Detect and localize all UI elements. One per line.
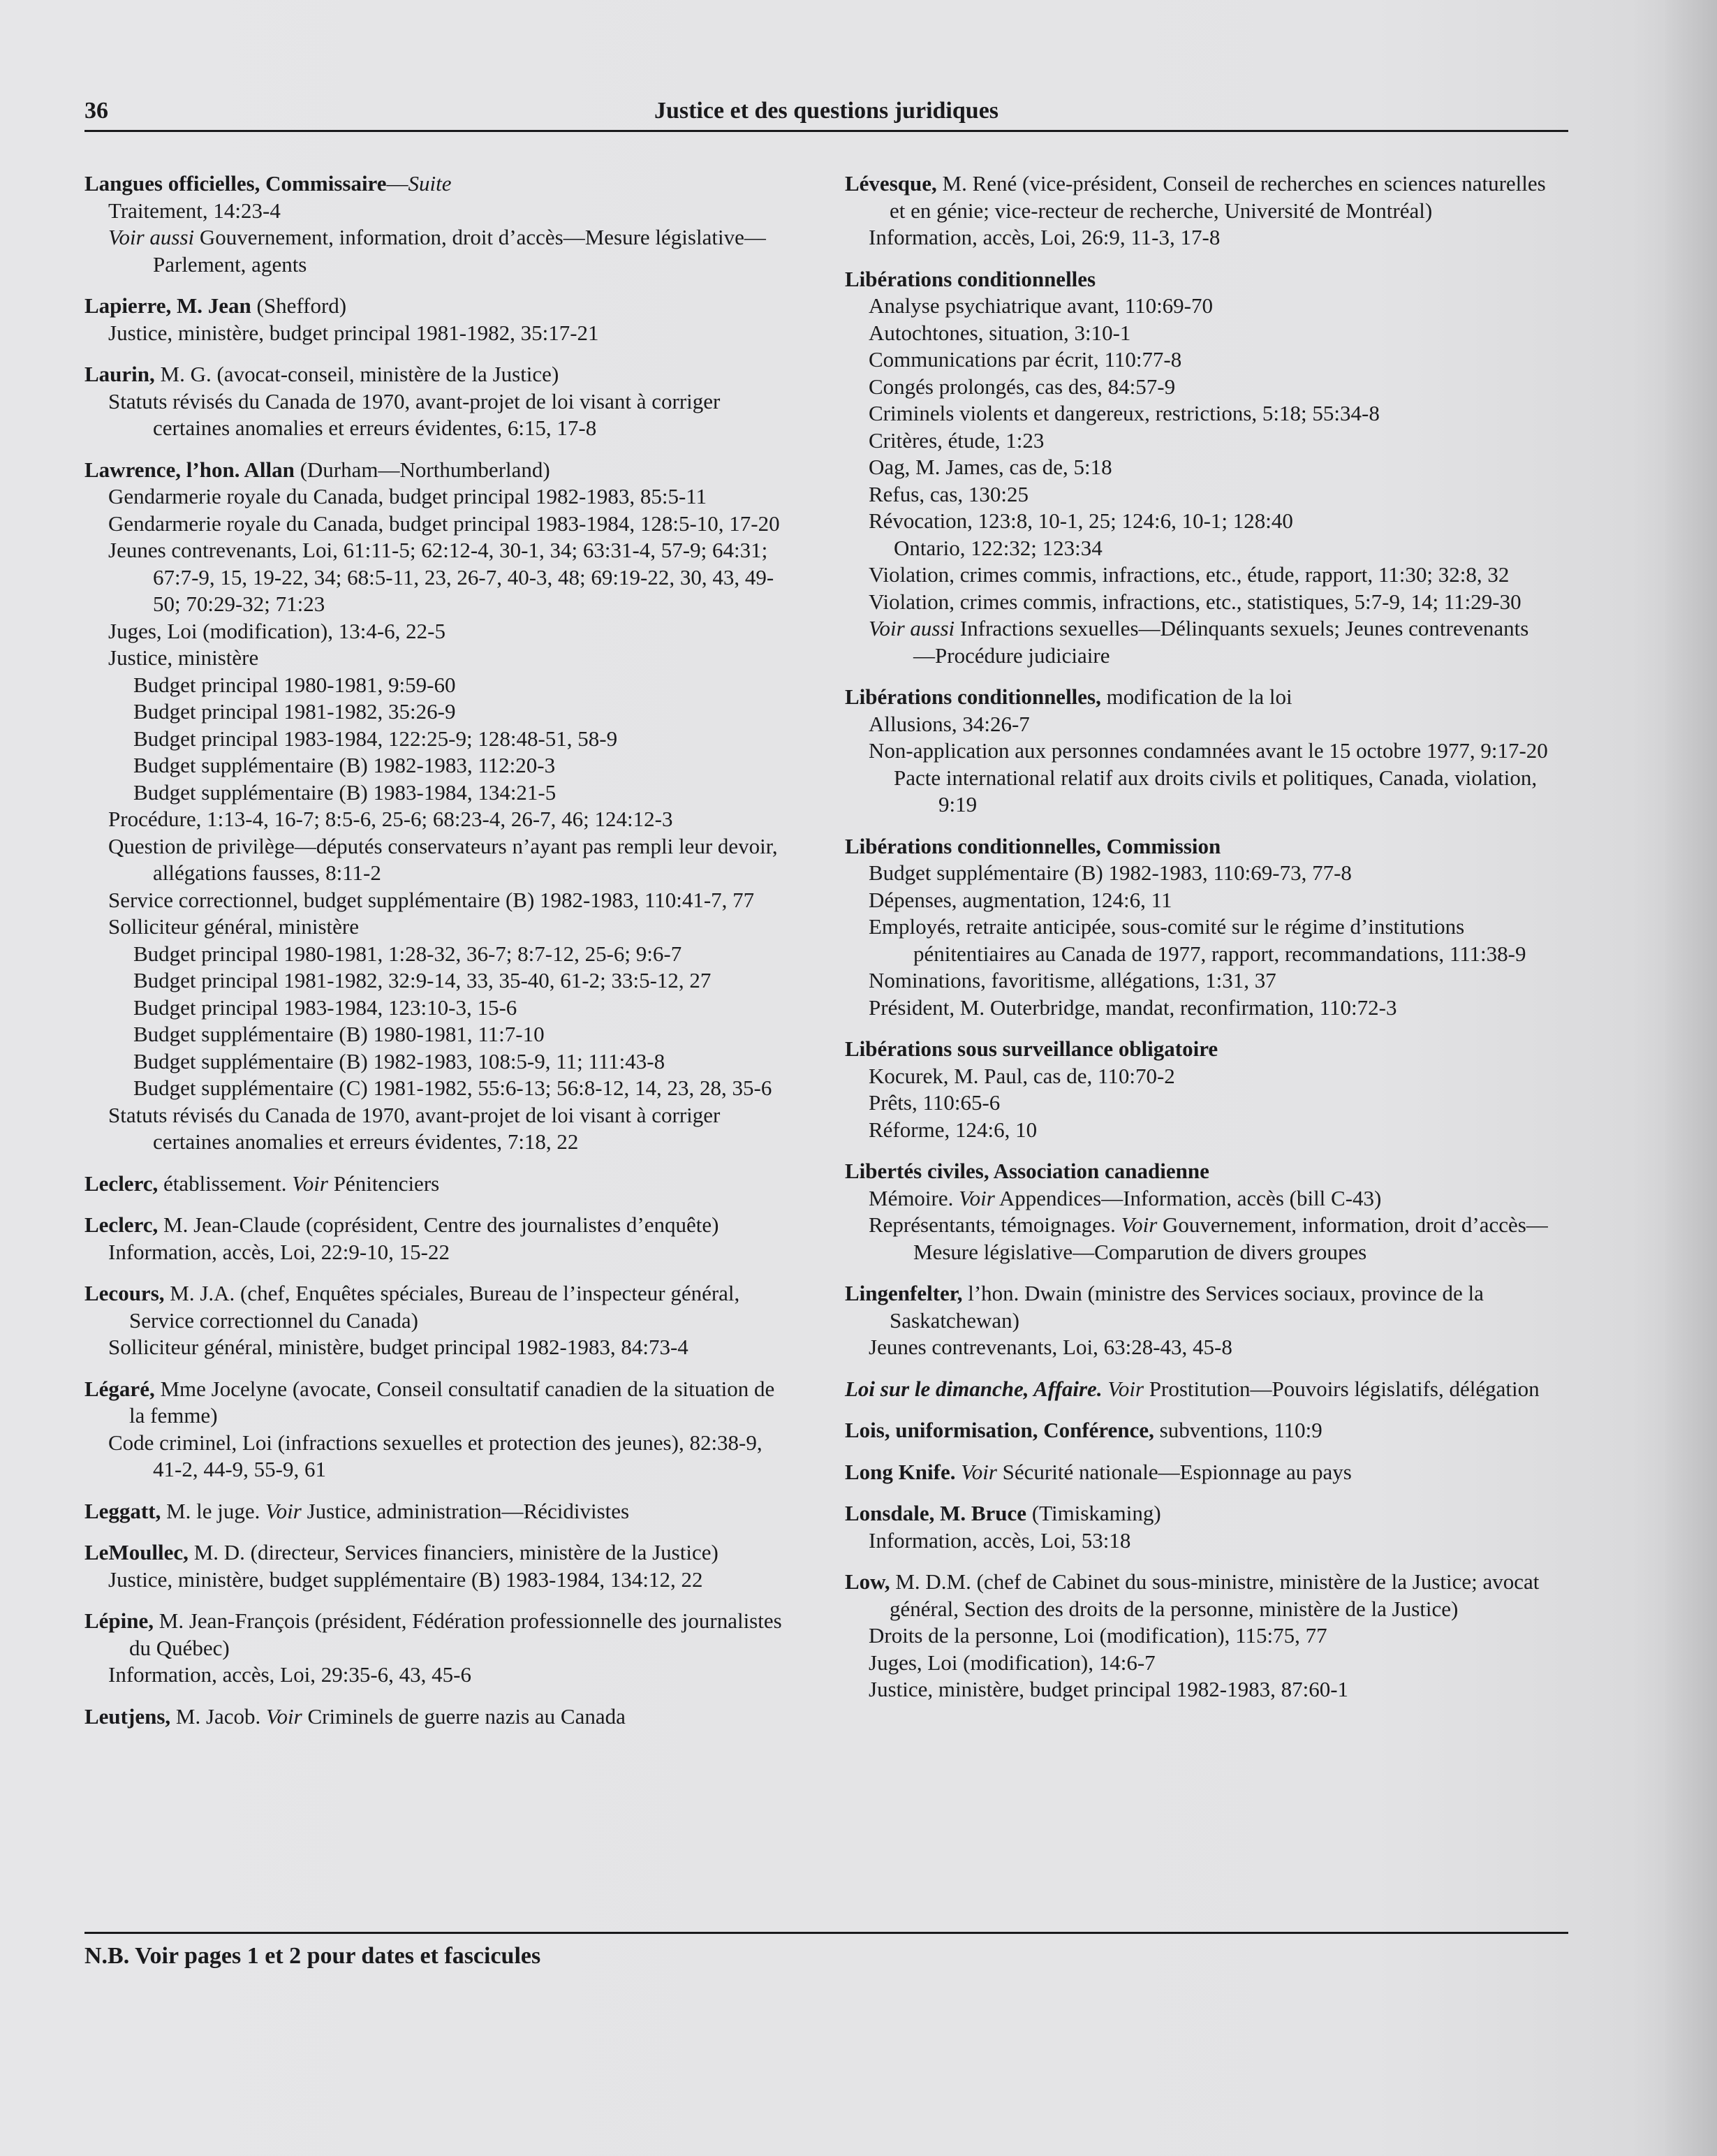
subentry	[845, 738, 1550, 765]
subentry-text: Statuts révisés du Canada de 1970, avant-projet de loi visant à corriger certaines anomalies et erreurs évidentes, 7:18, 22	[108, 1102, 721, 1154]
subentry	[84, 1334, 790, 1361]
subentry-text: Budget principal 1983-1984, 122:25-9; 128:48-51, 58-9	[133, 726, 618, 751]
subentry	[84, 967, 790, 995]
entry-name: Lois, uniformisation, Conférence,	[845, 1418, 1154, 1442]
entry-heading	[84, 1608, 790, 1662]
subentry-text: Jeunes contrevenants, Loi, 61:11-5; 62:12-4, 30-1, 34; 63:31-4, 57-9; 64:31; 67:7-9, 15, 19-22, 34; 68:5-11, 23, 26-7, 40-3, 48; 69:19-22, 30, 43, 49-50; 70:29-32; 71:23	[108, 538, 774, 616]
subentry	[845, 1185, 1550, 1212]
entry-heading	[845, 1158, 1550, 1185]
subentry-text: Justice, ministère, budget principal 1982-1983, 87:60-1	[869, 1677, 1349, 1701]
see-also-reference: Voir aussi	[108, 225, 195, 249]
subentry	[845, 293, 1550, 320]
index-entry	[845, 684, 1550, 819]
subentry	[845, 454, 1550, 481]
entry-heading	[84, 457, 790, 484]
subentry	[845, 400, 1550, 427]
subentry	[84, 1567, 790, 1594]
entry-text: M. Jean-François (président, Fédération professionnelle des journalistes du Québec)	[129, 1608, 782, 1660]
index-entry	[84, 1703, 790, 1731]
entry-text: Mme Jocelyne (avocate, Conseil consultatif canadien de la situation de la femme)	[129, 1376, 775, 1428]
index-entry	[845, 1459, 1550, 1486]
subentry-text: Service correctionnel, budget supplémentaire (B) 1982-1983, 110:41-7, 77	[108, 887, 755, 912]
entry-heading	[84, 1280, 790, 1334]
entry-heading	[84, 1171, 790, 1198]
subentry-text: Autochtones, situation, 3:10-1	[869, 320, 1131, 345]
subentry-text: Kocurek, M. Paul, cas de, 110:70-2	[869, 1063, 1175, 1088]
subentry-text: Gendarmerie royale du Canada, budget principal 1982-1983, 85:5-11	[108, 484, 707, 508]
entry-text: Criminels de guerre nazis au Canada	[302, 1703, 626, 1729]
entry-heading	[845, 1376, 1550, 1403]
index-entry	[845, 1569, 1550, 1703]
subentry	[845, 1334, 1550, 1361]
subentry	[84, 887, 790, 914]
subentry-text: Budget supplémentaire (B) 1982-1983, 110:69-73, 77-8	[869, 860, 1352, 885]
subentry	[84, 1239, 790, 1266]
index-entry	[845, 1280, 1550, 1361]
entry-text: M. le juge.	[161, 1498, 266, 1523]
entry-heading	[845, 1280, 1550, 1334]
entry-text: (Shefford)	[251, 293, 347, 318]
index-entry	[845, 833, 1550, 1022]
entry-heading	[84, 1703, 790, 1731]
subentry	[84, 698, 790, 726]
subentry-text: Oag, M. James, cas de, 5:18	[869, 455, 1112, 479]
entry-heading	[84, 361, 790, 388]
subentry-text: Droits de la personne, Loi (modification), 115:75, 77	[869, 1623, 1327, 1648]
subentry	[845, 562, 1550, 589]
see-reference: Voir	[266, 1703, 302, 1729]
subentry-text: Information, accès, Loi, 53:18	[869, 1527, 1131, 1553]
subentry	[845, 1676, 1550, 1703]
subentry	[84, 483, 790, 511]
subentry	[845, 860, 1550, 887]
see-reference: Voir	[265, 1498, 302, 1523]
entry-heading	[845, 1569, 1550, 1622]
see-reference: Voir	[292, 1171, 328, 1196]
subentry-text: Juges, Loi (modification), 13:4-6, 22-5	[108, 618, 445, 643]
index-entry	[845, 1158, 1550, 1266]
index-entry	[845, 1036, 1550, 1143]
entry-name: Leutjens,	[84, 1703, 171, 1729]
entry-text: Pénitenciers	[327, 1171, 440, 1196]
entry-text: Prostitution—Pouvoirs législatifs, délégation	[1144, 1376, 1540, 1401]
subentry	[845, 1063, 1550, 1090]
entry-name: Leclerc,	[84, 1212, 159, 1237]
entry-name: Loi sur le dimanche, Affaire.	[845, 1376, 1103, 1401]
right-column	[845, 170, 1550, 1718]
index-entry	[84, 361, 790, 442]
subentry	[84, 1102, 790, 1156]
entry-name: Légaré,	[84, 1376, 155, 1401]
entry-name: Lingenfelter,	[845, 1281, 963, 1305]
subentry	[845, 346, 1550, 374]
entry-heading	[84, 1539, 790, 1567]
subentry	[84, 198, 790, 225]
left-column	[84, 170, 790, 1745]
subentry-text: Jeunes contrevenants, Loi, 63:28-43, 45-8	[869, 1335, 1232, 1359]
subentry	[84, 320, 790, 347]
entry-heading	[84, 293, 790, 320]
subentry-text: Budget principal 1980-1981, 1:28-32, 36-7; 8:7-12, 25-6; 9:6-7	[133, 941, 682, 966]
page-edge-shadow	[1665, 0, 1717, 2156]
subentry	[845, 887, 1550, 914]
subentry	[845, 765, 1550, 819]
subentry-text: Budget supplémentaire (B) 1982-1983, 108:5-9, 11; 111:43-8	[133, 1048, 665, 1073]
subentry-text: Pacte international relatif aux droits civils et politiques, Canada, violation, 9:19	[894, 765, 1538, 816]
entry-name: Libérations conditionnelles, Commission	[845, 833, 1221, 858]
subentry	[845, 995, 1550, 1022]
subentry-text: Critères, étude, 1:23	[869, 427, 1045, 453]
subentry-text: Question de privilège—députés conservateurs n’ayant pas rempli leur devoir, allégations fausses, 8:11-2	[108, 833, 778, 885]
entry-heading	[845, 684, 1550, 711]
index-entry	[84, 1498, 790, 1525]
entry-name: Lecours,	[84, 1281, 165, 1305]
subentry	[845, 589, 1550, 616]
entry-name: Langues officielles, Commissaire	[84, 171, 387, 196]
entry-name: Low,	[845, 1569, 890, 1594]
subentry-text: Dépenses, augmentation, 124:6, 11	[869, 887, 1172, 912]
entry-name: Leclerc,	[84, 1171, 159, 1196]
entry-heading	[845, 1500, 1550, 1527]
subentry-text: Refus, cas, 130:25	[869, 481, 1029, 506]
entry-text: l’hon. Dwain (ministre des Services sociaux, province de la Saskatchewan)	[890, 1281, 1484, 1333]
subentry-text: Information, accès, Loi, 29:35-6, 43, 45-6	[108, 1662, 471, 1687]
subentry-text: Employés, retraite anticipée, sous-comité sur le régime d’institutions pénitentiaires au Canada de 1977, rapport, recommandations, 111:38-9	[869, 914, 1526, 966]
subentry	[84, 672, 790, 699]
entry-heading	[84, 1498, 790, 1525]
entry-text: (Timiskaming)	[1026, 1501, 1161, 1525]
footer-rule	[84, 1932, 1568, 1934]
subentry	[84, 511, 790, 538]
subentry-text: Nominations, favoritisme, allégations, 1:31, 37	[869, 968, 1276, 992]
subentry-text: Analyse psychiatrique avant, 110:69-70	[869, 293, 1214, 318]
subentry	[84, 224, 790, 278]
subentry-text: Information, accès, Loi, 26:9, 11-3, 17-8	[869, 225, 1221, 249]
subentry	[845, 914, 1550, 967]
subentry-text: Mémoire.	[869, 1185, 959, 1210]
subentry-text: Prêts, 110:65-6	[869, 1090, 1001, 1115]
subentry	[845, 615, 1550, 669]
subentry	[845, 711, 1550, 738]
subentry-text: Solliciteur général, ministère, budget principal 1982-1983, 84:73-4	[108, 1335, 688, 1359]
subentry-text: Budget principal 1981-1982, 35:26-9	[133, 699, 456, 724]
entry-heading	[845, 1417, 1550, 1444]
subentry-text: Solliciteur général, ministère	[108, 914, 359, 939]
entry-text: M. G. (avocat-conseil, ministère de la Justice)	[154, 362, 559, 386]
entry-name: Libérations conditionnelles	[845, 266, 1096, 291]
entry-text: M. René (vice-président, Conseil de recherches en sciences naturelles et en génie; vice-recteur de recherche, Université de Montréal)	[890, 171, 1546, 223]
index-entry	[84, 1376, 790, 1483]
index-entry	[84, 1212, 790, 1266]
entry-text: établissement.	[158, 1171, 293, 1196]
subentry-text: Justice, ministère, budget supplémentaire (B) 1983-1984, 134:12, 22	[108, 1567, 703, 1592]
subentry	[84, 388, 790, 442]
subentry	[845, 508, 1550, 535]
subentry-text: Budget supplémentaire (C) 1981-1982, 55:6-13; 56:8-12, 14, 23, 28, 35-6	[133, 1076, 772, 1100]
subentry-text: Budget supplémentaire (B) 1980-1981, 11:7-10	[133, 1022, 545, 1046]
subentry-text: Budget supplémentaire (B) 1982-1983, 112:20-3	[133, 753, 556, 777]
entry-heading	[845, 1036, 1550, 1063]
see-reference: Voir	[1121, 1212, 1158, 1237]
subentry	[84, 618, 790, 645]
subentry-text: Budget principal 1981-1982, 32:9-14, 33, 35-40, 61-2; 33:5-12, 27	[133, 968, 712, 992]
subentry	[845, 1090, 1550, 1117]
entry-suffix: —	[386, 171, 408, 196]
subentry	[845, 1212, 1550, 1266]
subentry-text: Révocation, 123:8, 10-1, 25; 124:6, 10-1; 128:40	[869, 508, 1293, 533]
entry-heading	[84, 1376, 790, 1430]
subentry-text: Ontario, 122:32; 123:34	[894, 535, 1103, 560]
entry-name: Laurin,	[84, 362, 155, 386]
subentry-text: Justice, ministère	[108, 645, 259, 670]
entry-name: Libérations sous surveillance obligatoire	[845, 1036, 1218, 1061]
subentry-text: Réforme, 124:6, 10	[869, 1117, 1038, 1142]
subentry-text: Président, M. Outerbridge, mandat, reconfirmation, 110:72-3	[869, 995, 1397, 1020]
subentry-text: Gendarmerie royale du Canada, budget principal 1983-1984, 128:5-10, 17-20	[108, 511, 780, 536]
see-reference: Voir	[1107, 1376, 1144, 1401]
footer-note: N.B. Voir pages 1 et 2 pour dates et fascicules	[84, 1943, 541, 1969]
entry-text: M. J.A. (chef, Enquêtes spéciales, Bureau de l’inspecteur général, Service correctionnel du Canada)	[129, 1281, 740, 1333]
entry-heading	[84, 1212, 790, 1239]
index-entry	[845, 266, 1550, 670]
see-also-reference: Voir aussi	[869, 616, 955, 640]
index-entry	[84, 1608, 790, 1689]
entry-name: Leggatt,	[84, 1498, 161, 1523]
subentry-text: Criminels violents et dangereux, restrictions, 5:18; 55:34-8	[869, 401, 1380, 425]
subentry-text: Traitement, 14:23-4	[108, 198, 281, 223]
subentry	[84, 1021, 790, 1048]
subentry-text: Juges, Loi (modification), 14:6-7	[869, 1650, 1156, 1675]
entry-name: Lonsdale, M. Bruce	[845, 1501, 1027, 1525]
subentry	[84, 1048, 790, 1076]
subentry-text: Procédure, 1:13-4, 16-7; 8:5-6, 25-6; 68:23-4, 26-7, 46; 124:12-3	[108, 807, 673, 831]
entry-name: Lépine,	[84, 1608, 154, 1633]
subentry	[84, 726, 790, 753]
entry-text: M. D. (directeur, Services financiers, ministère de la Justice)	[188, 1540, 719, 1564]
subentry	[84, 941, 790, 968]
entry-text: Justice, administration—Récidivistes	[301, 1498, 630, 1523]
subentry	[845, 967, 1550, 995]
entry-text: Sécurité nationale—Espionnage au pays	[996, 1459, 1352, 1484]
entry-suffix-italic: Suite	[408, 171, 452, 196]
subentry	[845, 1622, 1550, 1650]
see-reference: Voir	[959, 1185, 995, 1210]
page-number: 36	[84, 98, 108, 124]
subentry-text: Budget principal 1980-1981, 9:59-60	[133, 672, 456, 697]
entry-name: Libérations conditionnelles,	[845, 684, 1101, 709]
subentry	[845, 320, 1550, 347]
subentry-text: Information, accès, Loi, 22:9-10, 15-22	[108, 1239, 450, 1264]
subentry-text: Appendices—Information, accès (bill C-43)	[994, 1185, 1382, 1210]
subentry	[84, 1075, 790, 1102]
entry-name: Lévesque,	[845, 171, 937, 196]
subentry-text: Code criminel, Loi (infractions sexuelles et protection des jeunes), 82:38-9, 41-2, 44-9, 55-9, 61	[108, 1430, 762, 1481]
entry-text: M. Jacob.	[170, 1703, 267, 1729]
subentry	[84, 1662, 790, 1689]
entry-heading	[845, 170, 1550, 224]
subentry	[84, 914, 790, 941]
subentry-text: Budget supplémentaire (B) 1983-1984, 134:21-5	[133, 779, 557, 805]
subentry	[845, 1527, 1550, 1555]
subentry	[845, 535, 1550, 562]
subentry-text: Statuts révisés du Canada de 1970, avant-projet de loi visant à corriger certaines anomalies et erreurs évidentes, 6:15, 17-8	[108, 388, 721, 440]
entry-heading	[845, 1459, 1550, 1486]
page-title: Justice et des questions juridiques	[654, 98, 999, 124]
entry-name: Libertés civiles, Association canadienne	[845, 1159, 1209, 1183]
subentry	[84, 752, 790, 779]
entry-heading	[84, 170, 790, 198]
entry-name: Long Knife.	[845, 1459, 956, 1484]
subentry	[84, 995, 790, 1022]
entry-heading	[845, 266, 1550, 293]
subentry	[84, 537, 790, 618]
entry-text: M. D.M. (chef de Cabinet du sous-ministre, ministère de la Justice; avocat général, Section des droits de la personne, ministère de la Justice)	[890, 1569, 1540, 1621]
subentry	[84, 806, 790, 833]
subentry	[84, 645, 790, 672]
header-rule	[84, 130, 1568, 132]
subentry-text: Gouvernement, information, droit d’accès—Mesure législative—Parlement, agents	[153, 225, 766, 277]
subentry-text: Représentants, témoignages.	[869, 1212, 1121, 1237]
see-reference: Voir	[961, 1459, 997, 1484]
subentry-text: Infractions sexuelles—Délinquants sexuels; Jeunes contrevenants—Procédure judiciaire	[913, 616, 1529, 668]
index-entry	[84, 1171, 790, 1198]
entry-text: M. Jean-Claude (coprésident, Centre des journalistes d’enquête)	[158, 1212, 719, 1237]
subentry	[845, 374, 1550, 401]
subentry	[845, 1117, 1550, 1144]
index-entry	[845, 170, 1550, 251]
subentry	[84, 779, 790, 807]
entry-text: modification de la loi	[1100, 684, 1292, 709]
index-entry	[84, 170, 790, 278]
subentry-text: Justice, ministère, budget principal 1981-1982, 35:17-21	[108, 320, 599, 345]
subentry-text: Congés prolongés, cas des, 84:57-9	[869, 374, 1176, 399]
subentry	[84, 1430, 790, 1483]
subentry-text: Violation, crimes commis, infractions, etc., étude, rapport, 11:30; 32:8, 32	[869, 562, 1510, 587]
subentry	[84, 833, 790, 887]
entry-name: Lapierre, M. Jean	[84, 293, 251, 318]
index-entry	[84, 1280, 790, 1361]
subentry-text: Budget principal 1983-1984, 123:10-3, 15-6	[133, 995, 517, 1020]
subentry	[845, 224, 1550, 251]
subentry-text: Non-application aux personnes condamnées avant le 15 octobre 1977, 9:17-20	[869, 738, 1548, 763]
entry-text: subventions, 110:9	[1154, 1418, 1322, 1442]
entry-heading	[845, 833, 1550, 860]
entry-name: LeMoullec,	[84, 1540, 189, 1564]
index-entry	[84, 457, 790, 1156]
subentry-text: Communications par écrit, 110:77-8	[869, 347, 1182, 372]
entry-name: Lawrence, l’hon. Allan	[84, 457, 295, 482]
entry-text: (Durham—Northumberland)	[294, 457, 550, 482]
subentry-text: Gouvernement, information, droit d’accès—Mesure législative—Comparution de divers groupes	[913, 1212, 1548, 1264]
subentry-text: Violation, crimes commis, infractions, etc., statistiques, 5:7-9, 14; 11:29-30	[869, 589, 1521, 614]
index-entry	[845, 1417, 1550, 1444]
subentry	[845, 1650, 1550, 1677]
subentry	[845, 481, 1550, 508]
index-entry	[845, 1500, 1550, 1554]
subentry	[845, 427, 1550, 455]
index-entry	[84, 1539, 790, 1593]
subentry-text: Allusions, 34:26-7	[869, 711, 1030, 736]
index-entry	[845, 1376, 1550, 1403]
index-entry	[84, 293, 790, 346]
